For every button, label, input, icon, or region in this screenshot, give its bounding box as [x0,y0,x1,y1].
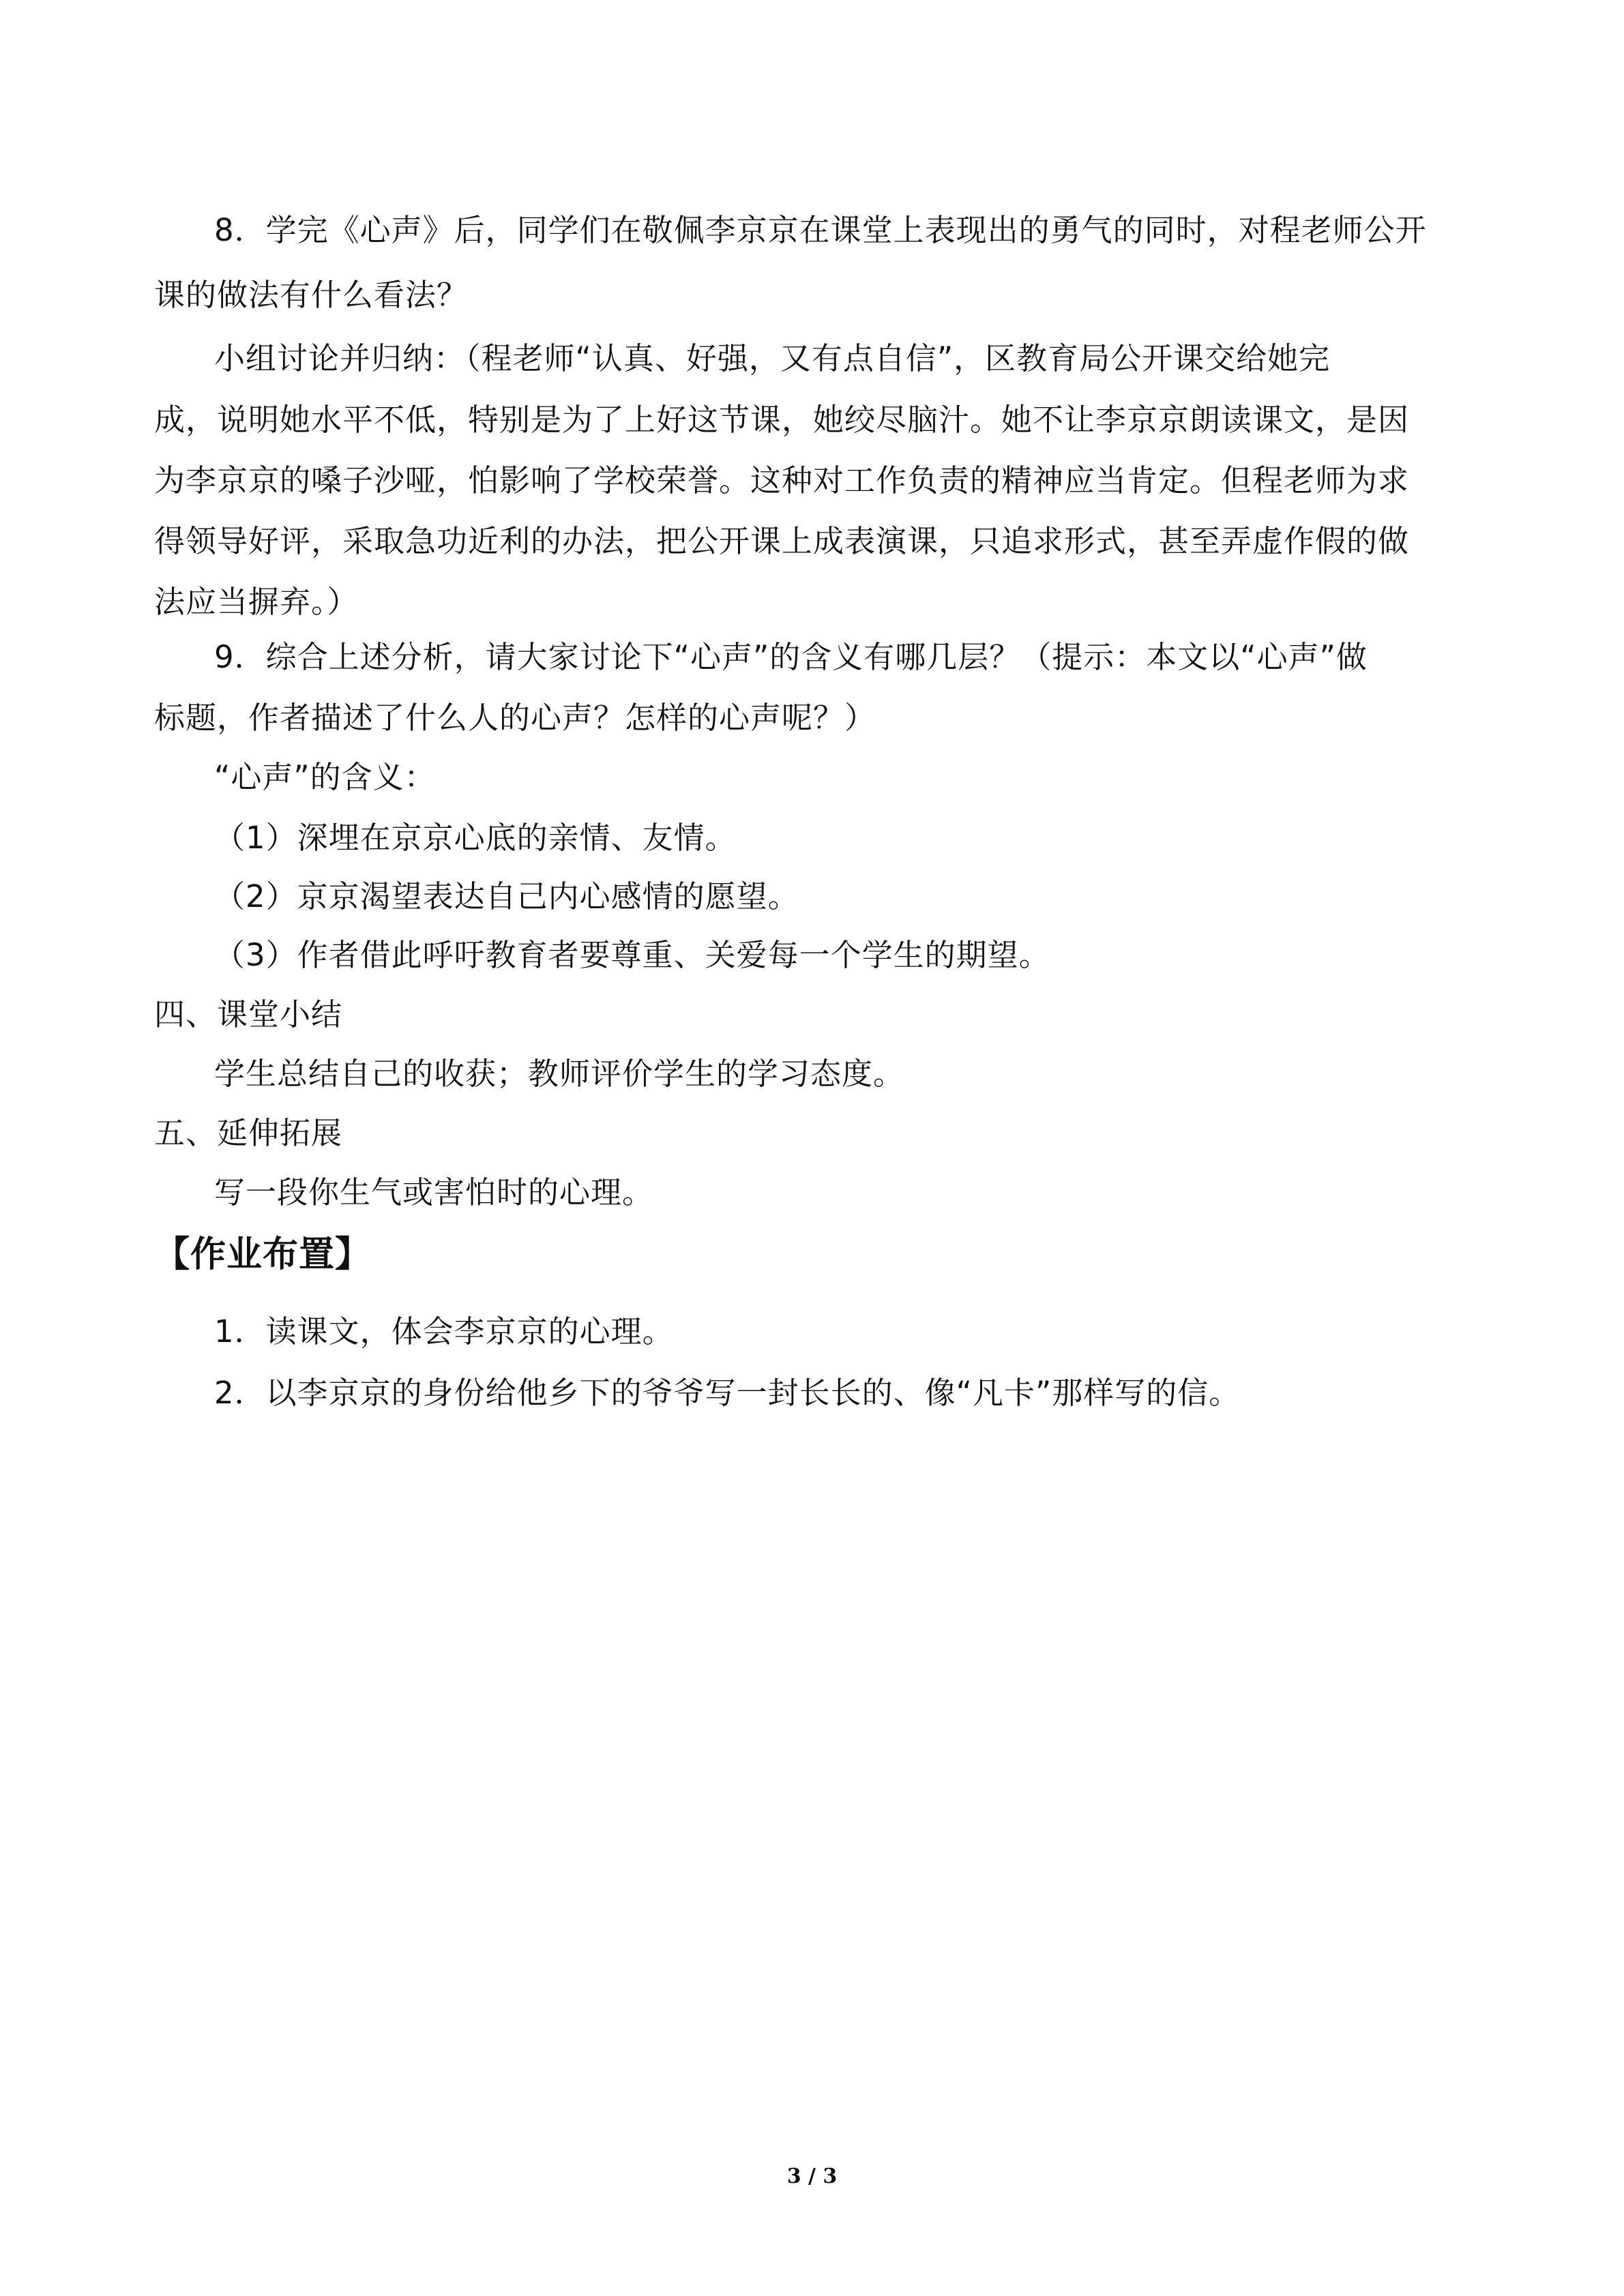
question-9-line-2: 标题，作者描述了什么人的心声？怎样的心声呢？） [154,700,876,736]
section-4-title: 四、课堂小结 [154,996,343,1032]
meaning-item-1: （1）深埋在京京心底的亲情、友情。 [214,820,737,856]
meaning-item-3: （3）作者借此呼吁教育者要尊重、关爱每一个学生的期望。 [214,937,1050,973]
homework-item-1: 1．读课文，体会李京京的心理。 [214,1313,674,1350]
section-5-text: 写一段你生气或害怕时的心理。 [214,1174,654,1210]
question-8-line-1: 8．学完《心声》后，同学们在敬佩李京京在课堂上表现出的勇气的同时，对程老师公开 [214,212,1427,248]
meaning-title: “心声”的含义： [214,759,436,795]
answer-8-line-4: 得领导好评，采取急功近利的办法，把公开课上成表演课，只追求形式，甚至弄虚作假的做 [154,523,1410,559]
page-number: 3 / 3 [786,2164,838,2188]
homework-item-2: 2．以李京京的身份给他乡下的爷爷写一封长长的、像“凡卡”那样写的信。 [214,1375,1241,1411]
meaning-item-2: （2）京京渴望表达自己内心感情的愿望。 [214,878,799,914]
section-4-text: 学生总结自己的收获；教师评价学生的学习态度。 [214,1056,905,1092]
answer-8-line-1: 小组讨论并归纳：（程老师“认真、好强，又有点自信”，区教育局公开课交给她完 [214,340,1331,376]
answer-8-line-3: 为李京京的嗓子沙哑，怕影响了学校荣誉。这种对工作负责的精神应当肯定。但程老师为求 [154,462,1410,498]
answer-8-line-2: 成，说明她水平不低，特别是为了上好这节课，她绞尽脑汁。她不让李京京朗读课文，是因 [154,402,1410,438]
answer-8-line-5: 法应当摒弃。） [154,584,359,620]
homework-heading: 【作业布置】 [154,1234,372,1275]
question-8-line-2: 课的做法有什么看法？ [154,277,469,313]
section-5-title: 五、延伸拓展 [154,1115,343,1151]
question-9-line-1: 9．综合上述分析，请大家讨论下“心声”的含义有哪几层？（提示：本文以“心声”做 [214,639,1368,675]
